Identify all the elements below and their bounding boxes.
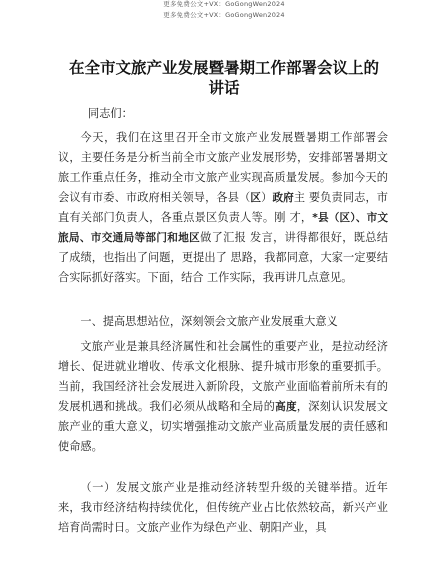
text-run: ） — [261, 191, 273, 204]
section-heading: 一、提高思想站位，深刻领会文旅产业发展重大意义 — [80, 315, 338, 328]
paragraph-text: （一）发展文旅产业是推动经济转型升级的关键举措。近年来，我市经济结构持续优化，但传统产业占比依然较高，新兴产业培育尚需时日。文旅产业作为绿色产业、朝阳产业，具 — [58, 481, 388, 534]
title-line: 在全市文旅产业发展暨暑期工作部署会议上的 — [68, 59, 379, 77]
text-run: ，深刻认识发展文旅产业的重大意义，切实增强推动文旅产业高质量发展的责任感和使命感。 — [58, 400, 388, 453]
bold-text: 政府 — [272, 192, 294, 204]
bold-text: *县（区）、市文旅局、市交通局等部门和地区 — [58, 212, 388, 244]
salutation: 同志们： — [88, 107, 133, 120]
paragraph — [58, 478, 388, 538]
text-run: 主 要负责同志，市直有关部门负责人，各重点景区负责人等。刚 才， — [58, 191, 388, 224]
paragraph-text — [58, 128, 388, 288]
paragraph — [58, 128, 388, 288]
text-run: 文旅产业是兼具经济属性和社会属性的重要产业，是拉动经济增长、促进就业增收、传承文化根脉、提升城市形象的重要抓手。当前，我国经济社会发展进入新阶段，文旅产业面临着前所未有的发展机遇和挑战。我们必须从战略和全局的 — [58, 340, 388, 413]
document-title — [40, 58, 408, 98]
bold-text: 区 — [250, 192, 262, 204]
watermark-text: 更多免费公文+VX：GoGongWen2024 — [163, 11, 285, 19]
text-run: 做了汇报 发言，讲得都很好，既总结了成绩，也指出了问题，更提出了 思路，我都同意，大家一定要结合实际抓好落实。下面，结合 工作实际，我再讲几点意见。 — [58, 231, 388, 284]
text-run: 今天，我们在这里召开全市文旅产业发展暨暑期工作部署会议，主要任务是分析当前全市文旅产业发展形势，安排部署暑期文旅工作重点任务，推动全市文旅产业实现高质量发展。参加今天的会议有市委、市政府相关领导，各县（ — [58, 131, 388, 204]
paragraph-text — [58, 337, 388, 457]
title-line: 讲话 — [208, 79, 240, 97]
bold-text: 高度 — [275, 401, 297, 413]
watermark-text: 更多免费公文+VX：GoGongWen2024 — [163, 0, 285, 8]
paragraph — [58, 337, 388, 457]
